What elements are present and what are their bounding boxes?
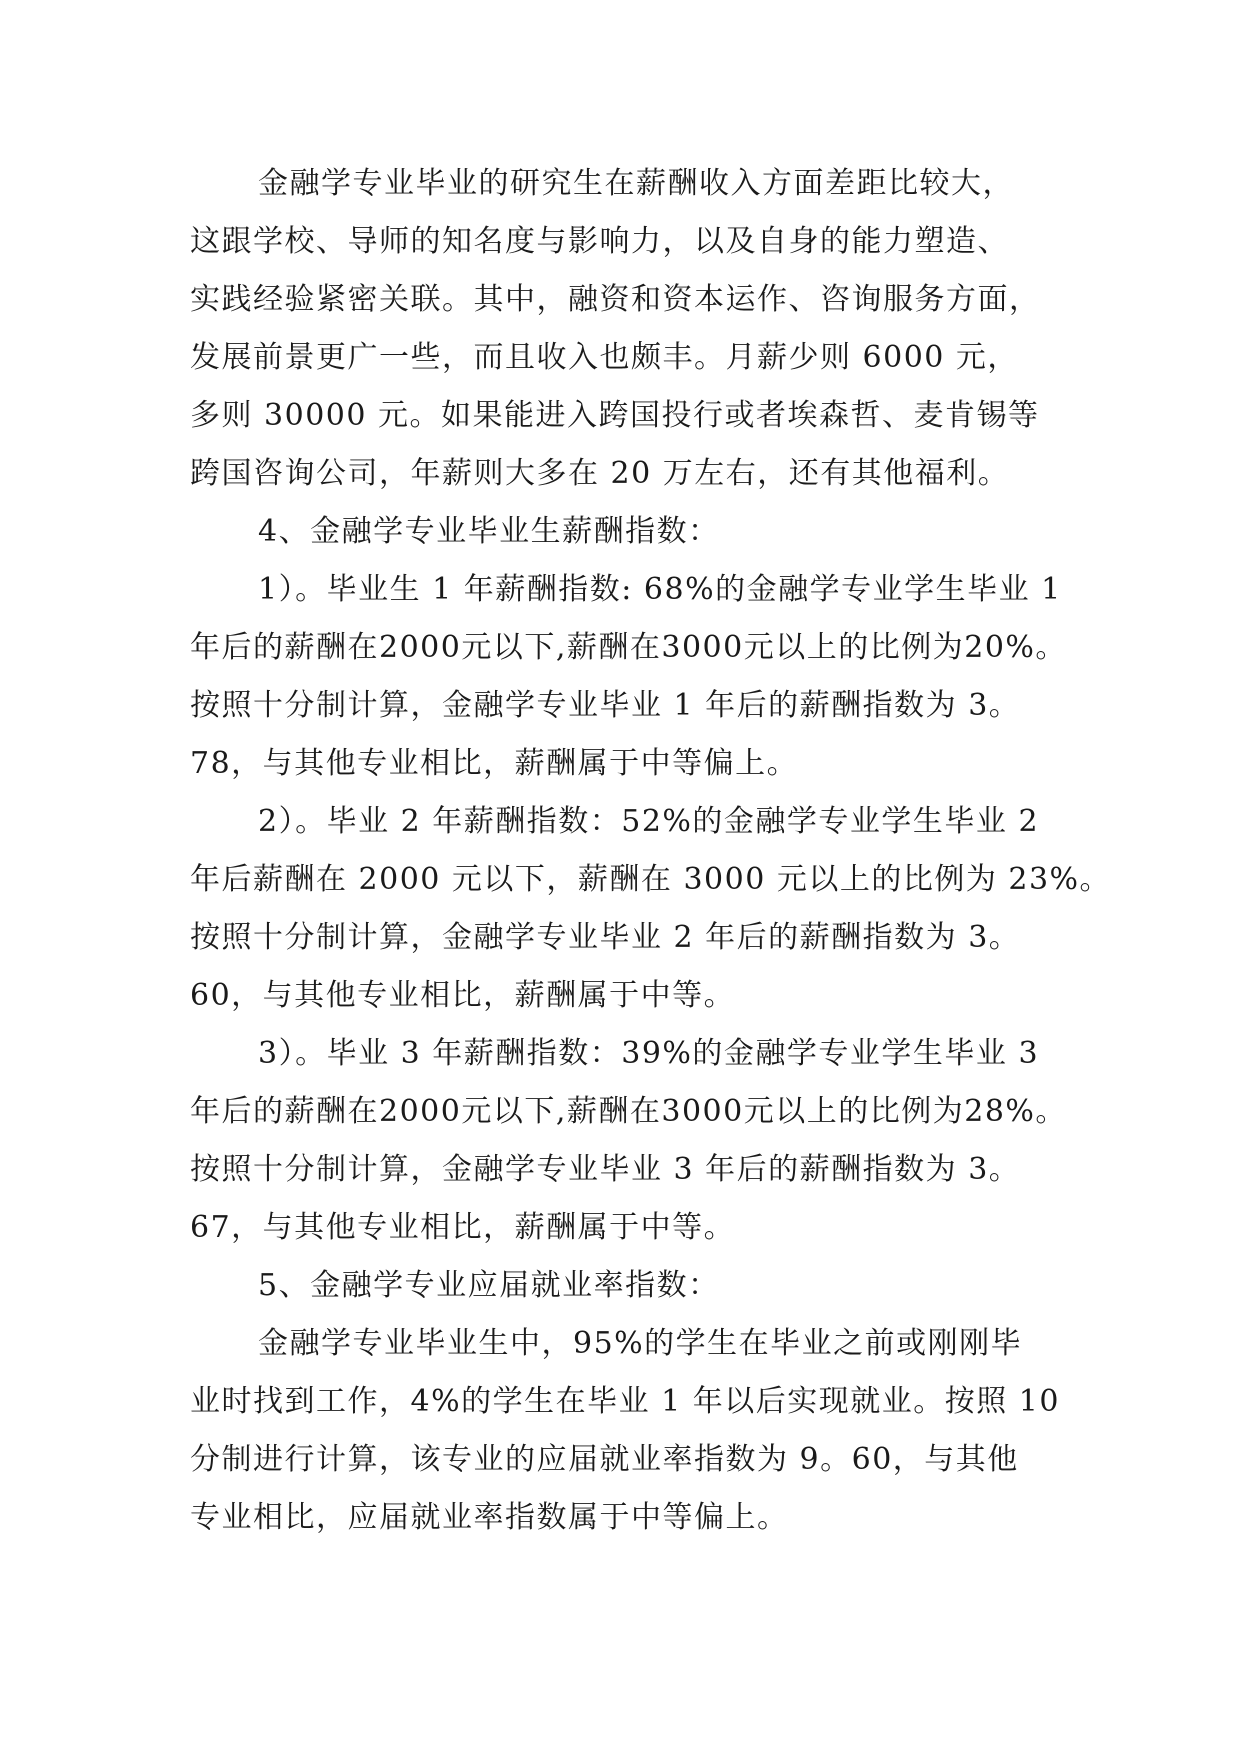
text-line: 实践经验紧密关联。其中，融资和资本运作、咨询服务方面， [190, 282, 1041, 317]
text-line: 按照十分制计算，金融学专业毕业 1 年后的薪酬指数为 3。 [190, 688, 1021, 723]
text-line: 多则 30000 元。如果能进入跨国投行或者埃森哲、麦肯锡等 [190, 398, 1040, 433]
text-line: 年后的薪酬在2000元以下,薪酬在3000元以上的比例为28%。 [190, 1094, 1067, 1129]
text-line: 78，与其他专业相比，薪酬属于中等偏上。 [190, 746, 799, 781]
text-line: 3）。毕业 3 年薪酬指数：39%的金融学专业学生毕业 3 [258, 1036, 1040, 1071]
text-line: 按照十分制计算，金融学专业毕业 2 年后的薪酬指数为 3。 [190, 920, 1021, 955]
section-heading: 5、金融学专业应届就业率指数： [258, 1268, 720, 1303]
text-line: 业时找到工作，4%的学生在毕业 1 年以后实现就业。按照 10 [190, 1384, 1060, 1419]
document-body [190, 155, 1112, 1547]
text-line: 年后的薪酬在2000元以下,薪酬在3000元以上的比例为20%。 [190, 630, 1067, 665]
text-line: 跨国咨询公司，年薪则大多在 20 万左右，还有其他福利。 [190, 456, 1010, 491]
text-line: 67，与其他专业相比，薪酬属于中等。 [190, 1210, 736, 1245]
text-line: 专业相比，应届就业率指数属于中等偏上。 [190, 1500, 789, 1535]
text-line: 发展前景更广一些，而且收入也颇丰。月薪少则 6000 元， [190, 340, 1019, 375]
text-line: 分制进行计算，该专业的应届就业率指数为 9。60，与其他 [190, 1442, 1019, 1477]
text-line: 金融学专业毕业生中，95%的学生在毕业之前或刚刚毕 [258, 1326, 1023, 1361]
text-line: 1）。毕业生 1 年薪酬指数: 68%的金融学专业学生毕业 1 [258, 572, 1062, 607]
text-line: 这跟学校、导师的知名度与影响力，以及自身的能力塑造、 [190, 224, 1009, 259]
text-line: 60，与其他专业相比，薪酬属于中等。 [190, 978, 736, 1013]
text-line: 金融学专业毕业的研究生在薪酬收入方面差距比较大， [258, 166, 1014, 201]
text-line: 按照十分制计算，金融学专业毕业 3 年后的薪酬指数为 3。 [190, 1152, 1021, 1187]
text-line: 2）。毕业 2 年薪酬指数：52%的金融学专业学生毕业 2 [258, 804, 1040, 839]
text-line: 年后薪酬在 2000 元以下，薪酬在 3000 元以上的比例为 23%。 [190, 862, 1112, 897]
section-heading: 4、金融学专业毕业生薪酬指数： [258, 514, 720, 549]
